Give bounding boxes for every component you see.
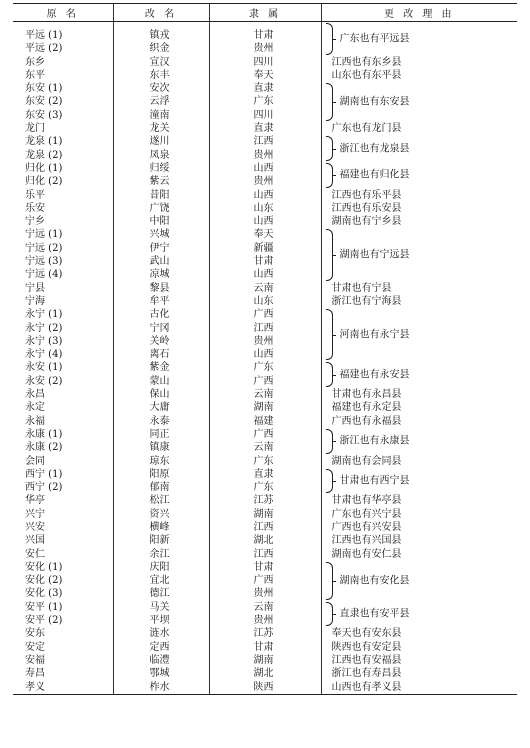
reason-cell	[321, 548, 517, 561]
province-cell: 直隶	[209, 82, 321, 95]
original-name-cell: 华亭	[25, 495, 45, 507]
original-name-cell: 安福	[25, 654, 45, 666]
grouping-brace-tip	[332, 335, 336, 336]
grouping-brace-tip	[332, 39, 336, 40]
grouping-brace-tip	[332, 102, 336, 103]
table-row	[13, 455, 517, 468]
reason-cell	[321, 627, 517, 640]
reason-cell	[321, 654, 517, 667]
new-name-cell: 东丰	[113, 69, 209, 82]
table-row	[13, 82, 517, 95]
province-cell: 山西	[209, 268, 321, 281]
reason-cell	[321, 415, 517, 428]
new-name-cell: 临澧	[113, 654, 209, 667]
table-row	[13, 22, 517, 43]
reason-text: 江西也有乐平县	[331, 189, 402, 201]
province-cell: 山东	[209, 202, 321, 215]
reason-cell	[321, 69, 517, 82]
new-name-cell: 镇康	[113, 441, 209, 454]
original-name-cell: 永昌	[25, 389, 45, 401]
table-row	[13, 468, 517, 481]
new-name-cell: 阳原	[113, 468, 209, 481]
new-name-cell: 永泰	[113, 415, 209, 428]
original-name-cell: 龙泉 (1)	[25, 136, 63, 148]
reason-text: 广东也有平远县	[339, 33, 410, 45]
province-cell: 湖南	[209, 654, 321, 667]
reason-cell	[321, 361, 517, 388]
province-cell: 新疆	[209, 242, 321, 255]
province-cell: 贵州	[209, 614, 321, 627]
header-province: 隶 属	[209, 4, 321, 22]
reason-cell	[321, 22, 517, 56]
new-name-cell: 织金	[113, 42, 209, 55]
new-name-cell: 中阳	[113, 215, 209, 228]
reason-text: 湖南也有安化县	[339, 575, 410, 587]
original-name-cell: 兴宁	[25, 508, 45, 520]
new-name-cell: 庆阳	[113, 561, 209, 574]
table-row	[13, 189, 517, 202]
county-rename-table	[13, 3, 517, 695]
reason-cell	[321, 468, 517, 495]
table-row	[13, 627, 517, 640]
reason-cell	[321, 521, 517, 534]
original-name-cell: 安化 (3)	[25, 588, 63, 600]
reason-text: 甘肃也有西宁县	[339, 475, 410, 487]
new-name-cell: 柞水	[113, 681, 209, 695]
table-row	[13, 601, 517, 614]
reason-cell	[321, 202, 517, 215]
grouping-brace-tip	[332, 149, 336, 150]
new-name-cell: 紫金	[113, 361, 209, 374]
province-cell: 广东	[209, 361, 321, 374]
reason-text: 浙江也有寿昌县	[331, 668, 402, 680]
reason-text: 奉天也有安东县	[331, 628, 402, 640]
original-name-cell: 永定	[25, 402, 45, 414]
table-row	[13, 561, 517, 574]
reason-cell	[321, 82, 517, 122]
province-cell: 奉天	[209, 228, 321, 241]
new-name-cell: 安次	[113, 82, 209, 95]
table-row	[13, 494, 517, 507]
table-row	[13, 388, 517, 401]
original-name-cell: 永康 (1)	[25, 428, 63, 440]
new-name-cell: 同正	[113, 428, 209, 441]
reason-cell	[321, 601, 517, 628]
reason-text: 广西也有兴安县	[331, 521, 402, 533]
province-cell: 贵州	[209, 149, 321, 162]
province-cell: 贵州	[209, 587, 321, 600]
original-name-cell: 乐安	[25, 202, 45, 214]
reason-text: 甘肃也有华亭县	[331, 495, 402, 507]
original-name-cell: 乐平	[25, 189, 45, 201]
province-cell: 陕西	[209, 681, 321, 695]
original-name-cell: 永宁 (4)	[25, 349, 63, 361]
table-row	[13, 282, 517, 295]
reason-text: 江西也有东乡县	[331, 56, 402, 68]
reason-text: 直隶也有安平县	[339, 608, 410, 620]
reason-text: 浙江也有宁海县	[331, 295, 402, 307]
original-name-cell: 安平 (2)	[25, 615, 63, 627]
reason-text: 浙江也有龙泉县	[339, 143, 410, 155]
table-body	[13, 22, 517, 695]
new-name-cell: 阳新	[113, 534, 209, 547]
province-cell: 江西	[209, 548, 321, 561]
province-cell: 四川	[209, 109, 321, 122]
reason-text: 甘肃也有宁县	[331, 282, 392, 294]
table-row	[13, 135, 517, 148]
new-name-cell: 黎县	[113, 282, 209, 295]
original-name-cell: 宁海	[25, 295, 45, 307]
table-row	[13, 202, 517, 215]
reason-text: 湖南也有宁乡县	[331, 216, 402, 228]
province-cell: 奉天	[209, 69, 321, 82]
reason-text: 福建也有永定县	[331, 402, 402, 414]
table-row	[13, 534, 517, 547]
table-row	[13, 428, 517, 441]
table-row	[13, 295, 517, 308]
original-name-cell: 归化 (2)	[25, 176, 63, 188]
new-name-cell: 松江	[113, 494, 209, 507]
new-name-cell: 伊宁	[113, 242, 209, 255]
new-name-cell: 归绥	[113, 162, 209, 175]
original-name-cell: 东平	[25, 69, 45, 81]
new-name-cell: 兴城	[113, 228, 209, 241]
province-cell: 甘肃	[209, 641, 321, 654]
new-name-cell: 余江	[113, 548, 209, 561]
new-name-cell: 凤泉	[113, 149, 209, 162]
new-name-cell: 牟平	[113, 295, 209, 308]
reason-cell	[321, 534, 517, 547]
original-name-cell: 西宁 (1)	[25, 468, 63, 480]
original-name-cell: 龙门	[25, 123, 45, 135]
new-name-cell: 广饶	[113, 202, 209, 215]
table-row	[13, 508, 517, 521]
original-name-cell: 安东	[25, 628, 45, 640]
reason-text: 湖南也有东安县	[339, 96, 410, 108]
reason-cell	[321, 561, 517, 601]
reason-cell	[321, 641, 517, 654]
original-name-cell: 永康 (2)	[25, 442, 63, 454]
table-row	[13, 308, 517, 321]
original-name-cell: 永宁 (2)	[25, 322, 63, 334]
reason-text: 湖南也有宁远县	[339, 249, 410, 261]
table-row	[13, 401, 517, 414]
new-name-cell: 马关	[113, 601, 209, 614]
reason-cell	[321, 189, 517, 202]
province-cell: 山西	[209, 215, 321, 228]
original-name-cell: 东乡	[25, 56, 45, 68]
province-cell: 福建	[209, 415, 321, 428]
reason-text: 江西也有乐安县	[331, 202, 402, 214]
new-name-cell: 宣汉	[113, 56, 209, 69]
original-name-cell: 龙泉 (2)	[25, 149, 63, 161]
table-row	[13, 215, 517, 228]
province-cell: 贵州	[209, 335, 321, 348]
province-cell: 云南	[209, 282, 321, 295]
new-name-cell: 镇戎	[113, 22, 209, 43]
header-reason: 更 改 理 由	[321, 4, 517, 22]
reason-text: 山西也有孝义县	[331, 681, 402, 693]
grouping-brace-tip	[332, 441, 336, 442]
reason-text: 湖南也有安仁县	[331, 548, 402, 560]
table-row	[13, 361, 517, 374]
original-name-cell: 归化 (1)	[25, 162, 63, 174]
reason-text: 江西也有兴国县	[331, 535, 402, 547]
reason-cell	[321, 508, 517, 521]
province-cell: 江西	[209, 322, 321, 335]
header-new-name: 改 名	[113, 4, 209, 22]
table-row	[13, 681, 517, 695]
original-name-cell: 寿昌	[25, 668, 45, 680]
province-cell: 湖北	[209, 667, 321, 680]
original-name-cell: 安化 (1)	[25, 561, 63, 573]
province-cell: 江西	[209, 521, 321, 534]
grouping-brace-tip	[332, 175, 336, 176]
new-name-cell: 遂川	[113, 135, 209, 148]
province-cell: 山西	[209, 189, 321, 202]
table-row	[13, 521, 517, 534]
new-name-cell: 保山	[113, 388, 209, 401]
reason-cell	[321, 401, 517, 414]
table-row	[13, 228, 517, 241]
new-name-cell: 涟水	[113, 627, 209, 640]
header-original-name: 原 名	[13, 4, 113, 22]
province-cell: 广西	[209, 428, 321, 441]
original-name-cell: 永安 (1)	[25, 362, 63, 374]
reason-cell	[321, 56, 517, 69]
original-name-cell: 西宁 (2)	[25, 482, 63, 494]
original-name-cell: 永宁 (1)	[25, 309, 63, 321]
new-name-cell: 宜北	[113, 574, 209, 587]
table-row	[13, 654, 517, 667]
original-name-cell: 平远 (1)	[25, 30, 63, 41]
province-cell: 广东	[209, 95, 321, 108]
original-name-cell: 宁远 (2)	[25, 242, 63, 254]
original-name-cell: 会同	[25, 455, 45, 467]
grouping-brace-tip	[332, 614, 336, 615]
new-name-cell: 凉城	[113, 268, 209, 281]
reason-text: 甘肃也有永昌县	[331, 389, 402, 401]
reason-cell	[321, 308, 517, 361]
province-cell: 湖南	[209, 508, 321, 521]
province-cell: 广东	[209, 481, 321, 494]
province-cell: 广西	[209, 375, 321, 388]
new-name-cell: 离石	[113, 348, 209, 361]
province-cell: 甘肃	[209, 255, 321, 268]
province-cell: 湖北	[209, 534, 321, 547]
new-name-cell: 龙关	[113, 122, 209, 135]
table-row	[13, 69, 517, 82]
reason-text: 福建也有归化县	[339, 169, 410, 181]
new-name-cell: 资兴	[113, 508, 209, 521]
grouping-brace-tip	[332, 255, 336, 256]
table-row	[13, 122, 517, 135]
new-name-cell: 古化	[113, 308, 209, 321]
reason-cell	[321, 135, 517, 162]
original-name-cell: 东安 (1)	[25, 83, 63, 95]
reason-cell	[321, 388, 517, 401]
province-cell: 贵州	[209, 42, 321, 55]
original-name-cell: 永福	[25, 415, 45, 427]
new-name-cell: 琼东	[113, 455, 209, 468]
reason-cell	[321, 494, 517, 507]
new-name-cell: 鄂城	[113, 667, 209, 680]
original-name-cell: 安仁	[25, 548, 45, 560]
grouping-brace-tip	[332, 375, 336, 376]
reason-text: 福建也有永安县	[339, 369, 410, 381]
province-cell: 江西	[209, 135, 321, 148]
table-row	[13, 667, 517, 680]
reason-text: 河南也有永宁县	[339, 329, 410, 341]
new-name-cell: 平坝	[113, 614, 209, 627]
province-cell: 山东	[209, 295, 321, 308]
reason-cell	[321, 681, 517, 695]
original-name-cell: 永安 (2)	[25, 375, 63, 387]
reason-text: 江西也有安福县	[331, 654, 402, 666]
table-row	[13, 56, 517, 69]
new-name-cell: 云浮	[113, 95, 209, 108]
reason-text: 山东也有东平县	[331, 69, 402, 81]
reason-text: 广东也有龙门县	[331, 123, 402, 135]
table-header	[13, 4, 517, 22]
new-name-cell: 德江	[113, 587, 209, 600]
original-name-cell: 安化 (2)	[25, 575, 63, 587]
new-name-cell: 潼南	[113, 109, 209, 122]
table-row	[13, 415, 517, 428]
province-cell: 直隶	[209, 122, 321, 135]
province-cell: 山西	[209, 162, 321, 175]
reason-text: 广西也有永福县	[331, 415, 402, 427]
province-cell: 云南	[209, 388, 321, 401]
original-name-cell: 安平 (1)	[25, 601, 63, 613]
province-cell: 广东	[209, 455, 321, 468]
province-cell: 江苏	[209, 494, 321, 507]
reason-cell	[321, 228, 517, 281]
province-cell: 湖南	[209, 401, 321, 414]
province-cell: 四川	[209, 56, 321, 69]
table-row	[13, 641, 517, 654]
original-name-cell: 宁远 (1)	[25, 229, 63, 241]
original-name-cell: 宁远 (4)	[25, 269, 63, 281]
original-name-cell: 东安 (3)	[25, 109, 63, 121]
province-cell: 山西	[209, 348, 321, 361]
reason-cell	[321, 455, 517, 468]
new-name-cell: 大庸	[113, 401, 209, 414]
original-name-cell: 安定	[25, 641, 45, 653]
new-name-cell: 关岭	[113, 335, 209, 348]
new-name-cell: 横峰	[113, 521, 209, 534]
original-name-cell: 宁乡	[25, 216, 45, 228]
reason-cell	[321, 162, 517, 189]
reason-text: 广东也有兴宁县	[331, 508, 402, 520]
reason-text: 浙江也有永康县	[339, 435, 410, 447]
reason-cell	[321, 667, 517, 680]
province-cell: 甘肃	[209, 561, 321, 574]
new-name-cell: 武山	[113, 255, 209, 268]
original-name-cell: 宁远 (3)	[25, 256, 63, 268]
province-cell: 广西	[209, 308, 321, 321]
new-name-cell: 郁南	[113, 481, 209, 494]
original-name-cell: 兴安	[25, 521, 45, 533]
original-name-cell: 孝义	[13, 681, 113, 695]
reason-cell	[321, 428, 517, 455]
table-row	[13, 162, 517, 175]
original-name-cell: 东安 (2)	[25, 96, 63, 108]
original-name-cell: 宁县	[25, 282, 45, 294]
province-cell: 甘肃	[209, 22, 321, 43]
new-name-cell: 昔阳	[113, 189, 209, 202]
province-cell: 贵州	[209, 175, 321, 188]
reason-cell	[321, 122, 517, 135]
province-cell: 直隶	[209, 468, 321, 481]
reason-cell	[321, 282, 517, 295]
original-name-cell: 永宁 (3)	[25, 335, 63, 347]
reason-cell	[321, 215, 517, 228]
province-cell: 云南	[209, 441, 321, 454]
new-name-cell: 定西	[113, 641, 209, 654]
grouping-brace-tip	[332, 581, 336, 582]
original-name-cell: 兴国	[25, 535, 45, 547]
new-name-cell: 蒙山	[113, 375, 209, 388]
province-cell: 江苏	[209, 627, 321, 640]
new-name-cell: 宁冈	[113, 322, 209, 335]
province-cell: 云南	[209, 601, 321, 614]
table-row	[13, 548, 517, 561]
reason-cell	[321, 295, 517, 308]
reason-text: 陕西也有安定县	[331, 641, 402, 653]
original-name-cell: 平远 (2)	[25, 43, 63, 55]
province-cell: 广西	[209, 574, 321, 587]
reason-text: 湖南也有会同县	[331, 455, 402, 467]
grouping-brace-tip	[332, 481, 336, 482]
new-name-cell: 紫云	[113, 175, 209, 188]
